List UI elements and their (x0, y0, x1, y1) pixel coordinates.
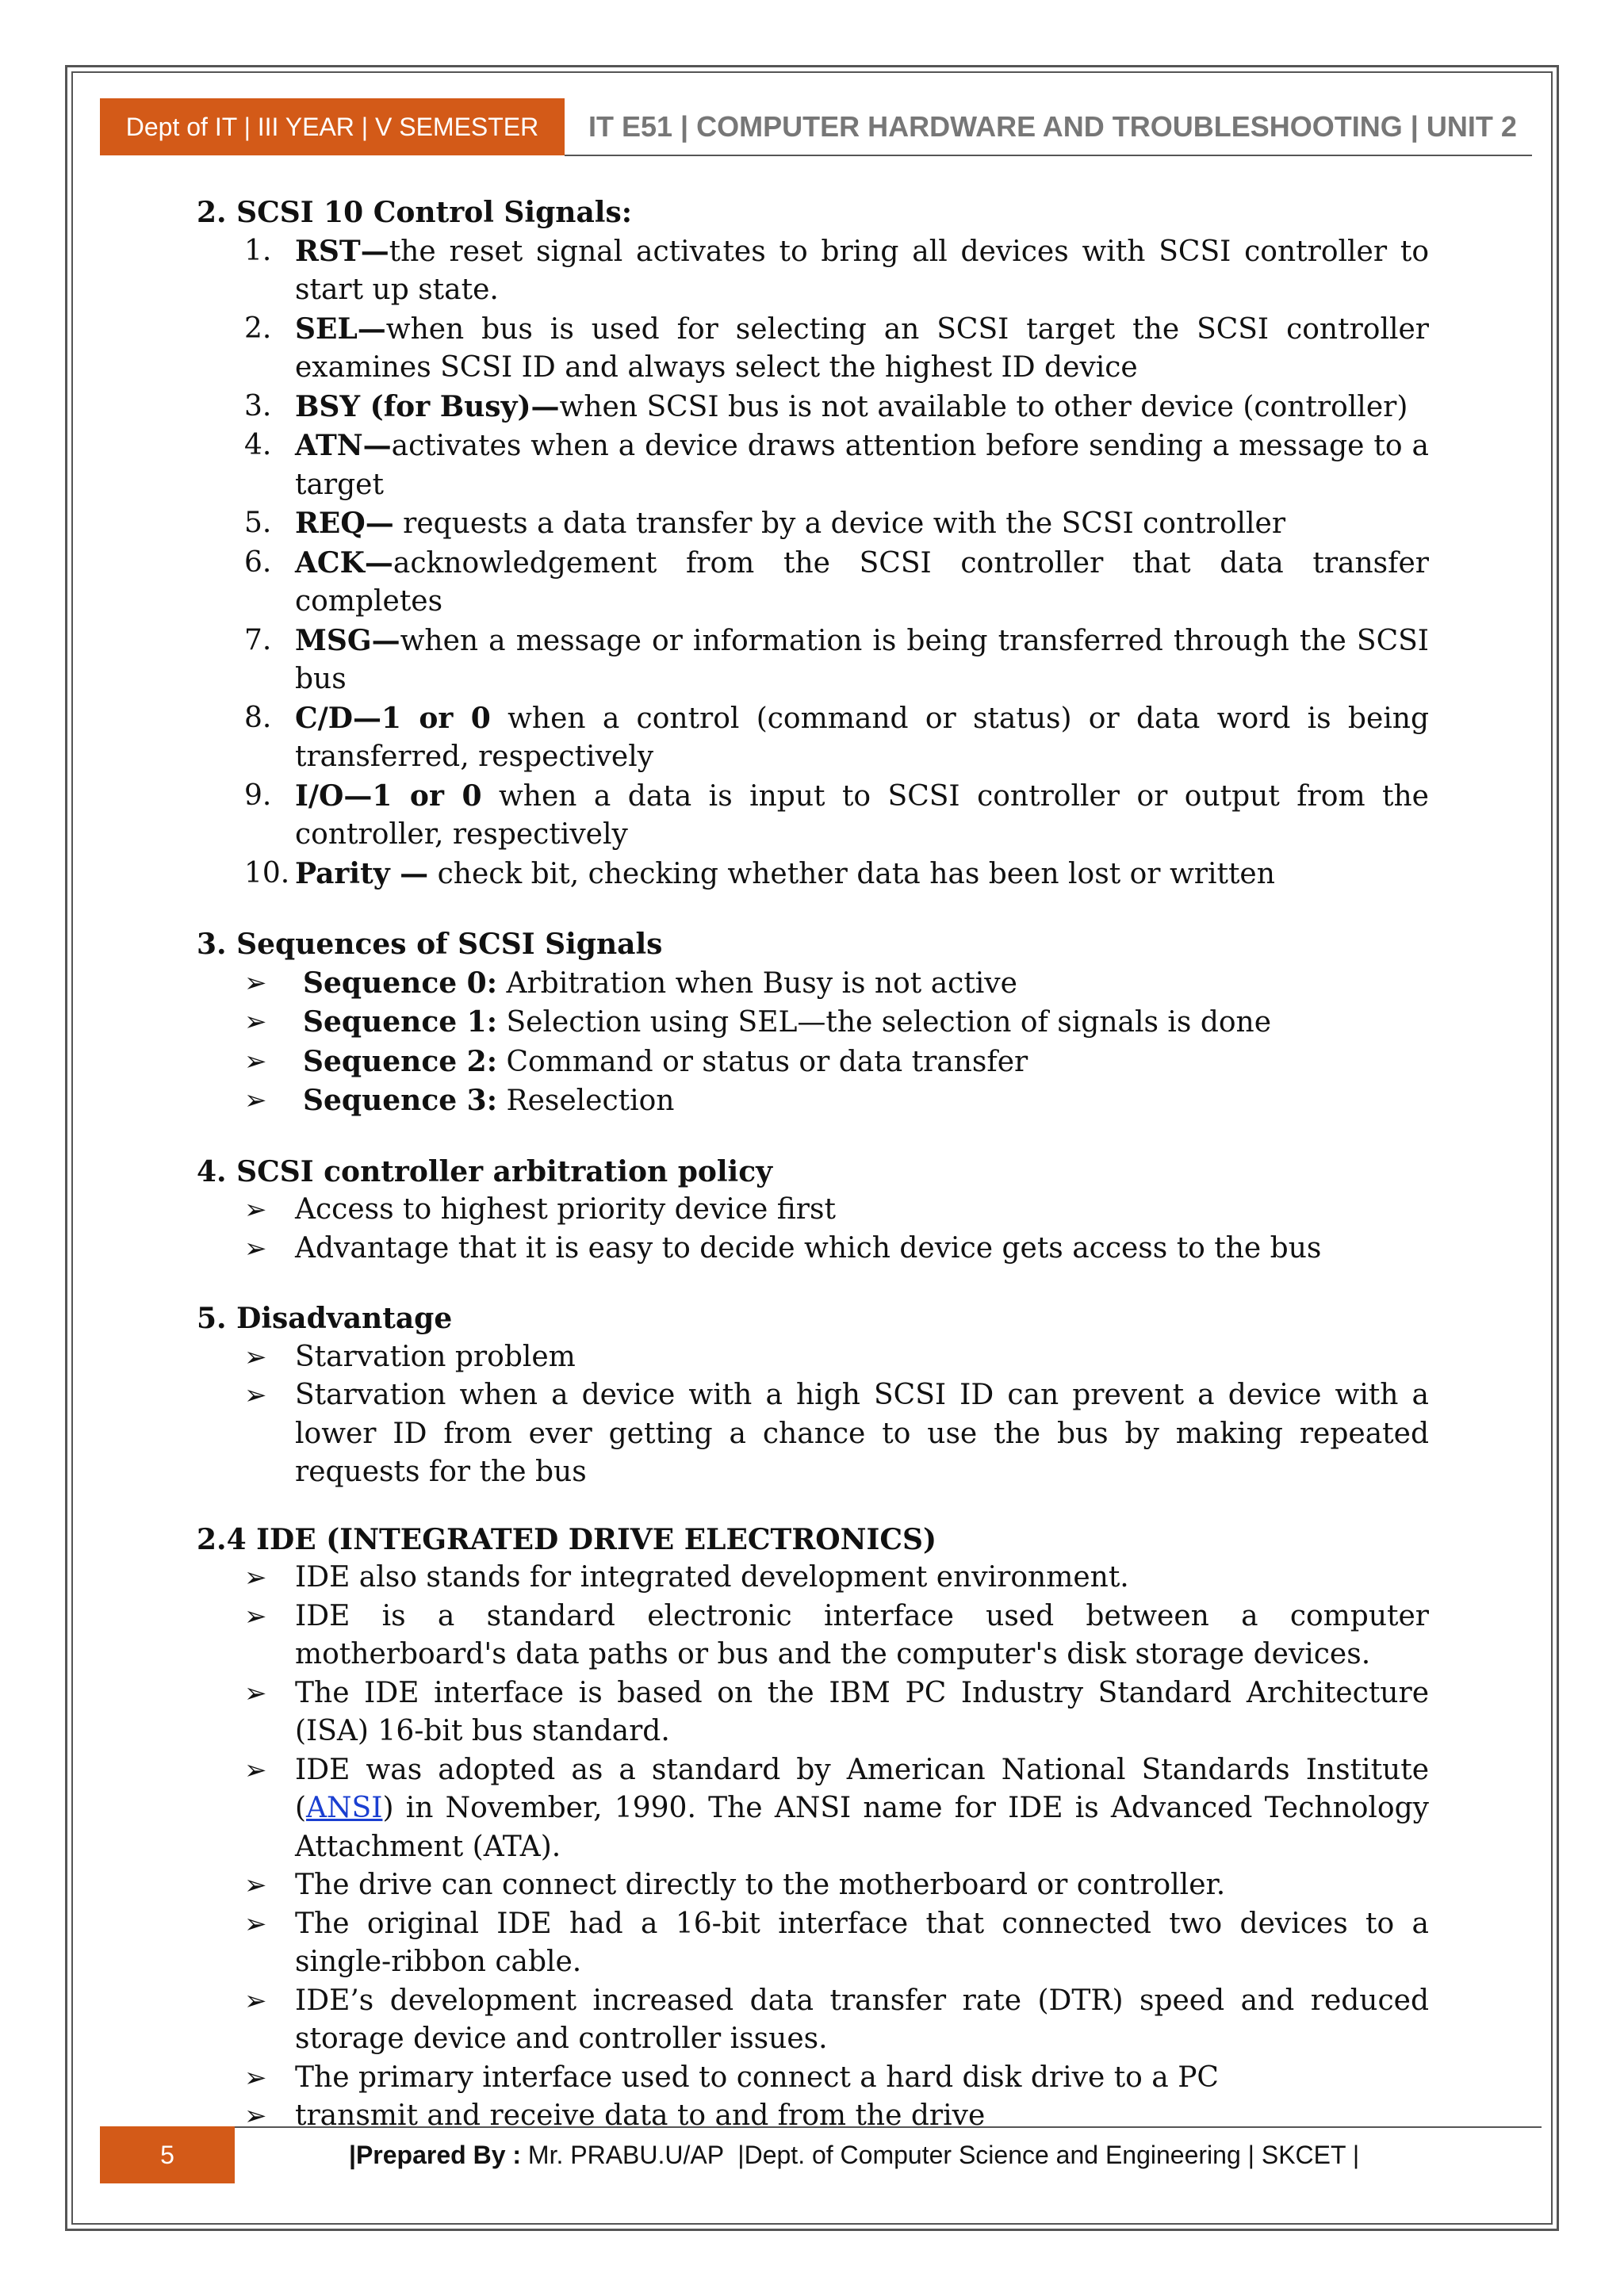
list-item: 7. MSG—when a message or information is being transferred through the SCSI bus (244, 623, 1429, 695)
arrow-bullet-icon: ➢ (244, 1194, 267, 1226)
section-heading-ide: 2.4 IDE (INTEGRATED DRIVE ELECTRONICS) (197, 1522, 937, 1556)
footer-prepared-text: Mr. PRABU.U/AP |Dept. of Computer Science and Engineering | SKCET | (527, 2140, 1360, 2169)
arrow-bullet-icon: ➢ (244, 1600, 267, 1632)
footer-credit (349, 2126, 1459, 2183)
header-department-tag: Dept of IT | III YEAR | V SEMESTER (100, 98, 565, 155)
arrow-bullet-icon: ➢ (244, 1085, 267, 1116)
list-item: ➢ The drive can connect directly to the motherboard or controller. (197, 1866, 1429, 1905)
arrow-bullet-icon: ➢ (244, 1869, 267, 1901)
page-content (197, 193, 1429, 2136)
footer-prepared-label: |Prepared By : (349, 2140, 528, 2169)
list-item: ➢ Sequence 0: Arbitration when Busy is not active (197, 964, 1429, 1004)
section-heading-sequences: 3. Sequences of SCSI Signals (197, 928, 663, 961)
list-item: 10. Parity — check bit, checking whether data has been lost or written (244, 856, 1275, 890)
sequences-list (197, 964, 1429, 1121)
list-item: ➢ IDE also stands for integrated development environment. (197, 1559, 1429, 1598)
header-course-title: IT E51 | COMPUTER HARDWARE AND TROUBLESHOOTING | UNIT 2 (588, 110, 1517, 143)
list-item: 8. C/D—1 or 0 when a control (command or status) or data word is being transferred, respectively (244, 701, 1429, 773)
list-item: ➢ The IDE interface is based on the IBM PC Industry Standard Architecture (ISA) 16-bit bus standard. (197, 1674, 1429, 1751)
list-item: 4. ATN—activates when a device draws attention before sending a message to a target (244, 429, 1429, 501)
ansi-link[interactable]: ANSI (306, 1792, 383, 1824)
list-item: 6. ACK—acknowledgement from the SCSI controller that data transfer completes (244, 545, 1429, 618)
list-item: 1. RST—the reset signal activates to bring all devices with SCSI controller to start up state. (244, 234, 1429, 306)
section-heading-disadvantage: 5. Disadvantage (197, 1302, 453, 1335)
section-heading-arbitration: 4. SCSI controller arbitration policy (197, 1154, 773, 1188)
list-item: ➢ Advantage that it is easy to decide which device gets access to the bus (197, 1230, 1429, 1269)
footer-page-number: 5 (100, 2126, 235, 2183)
disadvantage-list (197, 1338, 1429, 1492)
list-item: ➢ Starvation problem (197, 1338, 1429, 1377)
list-item: ➢ The original IDE had a 16-bit interface that connected two devices to a single-ribbon cable. (197, 1905, 1429, 1982)
section-heading-control-signals: 2. SCSI 10 Control Signals: (197, 196, 632, 229)
arrow-bullet-icon: ➢ (244, 1908, 267, 1940)
arbitration-list (197, 1191, 1429, 1268)
arrow-bullet-icon: ➢ (244, 966, 267, 999)
list-item: ➢ IDE was adopted as a standard by American National Standards Institute (ANSI) in November, 1990. The ANSI name for IDE is Advanced Technology Attachment (ATA). (197, 1751, 1429, 1867)
arrow-bullet-icon: ➢ (244, 1045, 267, 1077)
arrow-bullet-icon: ➢ (244, 1006, 267, 1038)
list-item: 5. REQ— requests a data transfer by a device with the SCSI controller (244, 507, 1286, 540)
list-item: ➢ transmit and receive data to and from the drive (197, 2097, 1429, 2136)
control-signals-list (197, 232, 1429, 894)
list-item: ➢ Sequence 3: Reselection (197, 1081, 1429, 1121)
list-item: ➢ Access to highest priority device first (197, 1191, 1429, 1230)
arrow-bullet-icon: ➢ (244, 2100, 267, 2132)
list-item: 3. BSY (for Busy)—when SCSI bus is not available to other device (controller) (244, 389, 1408, 423)
arrow-bullet-icon: ➢ (244, 1562, 267, 1594)
arrow-bullet-icon: ➢ (244, 2061, 267, 2094)
list-item: ➢ IDE’s development increased data transfer rate (DTR) speed and reduced storage device and controller issues. (197, 1982, 1429, 2059)
arrow-bullet-icon: ➢ (244, 1677, 267, 1709)
ide-list (197, 1559, 1429, 2136)
arrow-bullet-icon: ➢ (244, 1984, 267, 2017)
header-rule (565, 155, 1532, 156)
list-item: ➢ Sequence 1: Selection using SEL—the selection of signals is done (197, 1003, 1429, 1043)
list-item: ➢ IDE is a standard electronic interface used between a computer motherboard's data paths or bus and the computer's disk storage devices. (197, 1598, 1429, 1674)
list-item: 9. I/O—1 or 0 when a data is input to SCSI controller or output from the controller, respectively (244, 779, 1429, 851)
arrow-bullet-icon: ➢ (244, 1754, 267, 1786)
list-item: ➢ Starvation when a device with a high SCSI ID can prevent a device with a lower ID from ever getting a chance to use the bus by making repeated requests for the bus (197, 1376, 1429, 1492)
arrow-bullet-icon: ➢ (244, 1380, 267, 1411)
list-item: ➢ The primary interface used to connect a hard disk drive to a PC (197, 2059, 1429, 2098)
arrow-bullet-icon: ➢ (244, 1232, 267, 1265)
list-item: ➢ Sequence 2: Command or status or data transfer (197, 1043, 1429, 1082)
arrow-bullet-icon: ➢ (244, 1341, 267, 1373)
list-item: 2. SEL—when bus is used for selecting an SCSI target the SCSI controller examines SCSI ID and always select the highest ID device (244, 312, 1429, 384)
